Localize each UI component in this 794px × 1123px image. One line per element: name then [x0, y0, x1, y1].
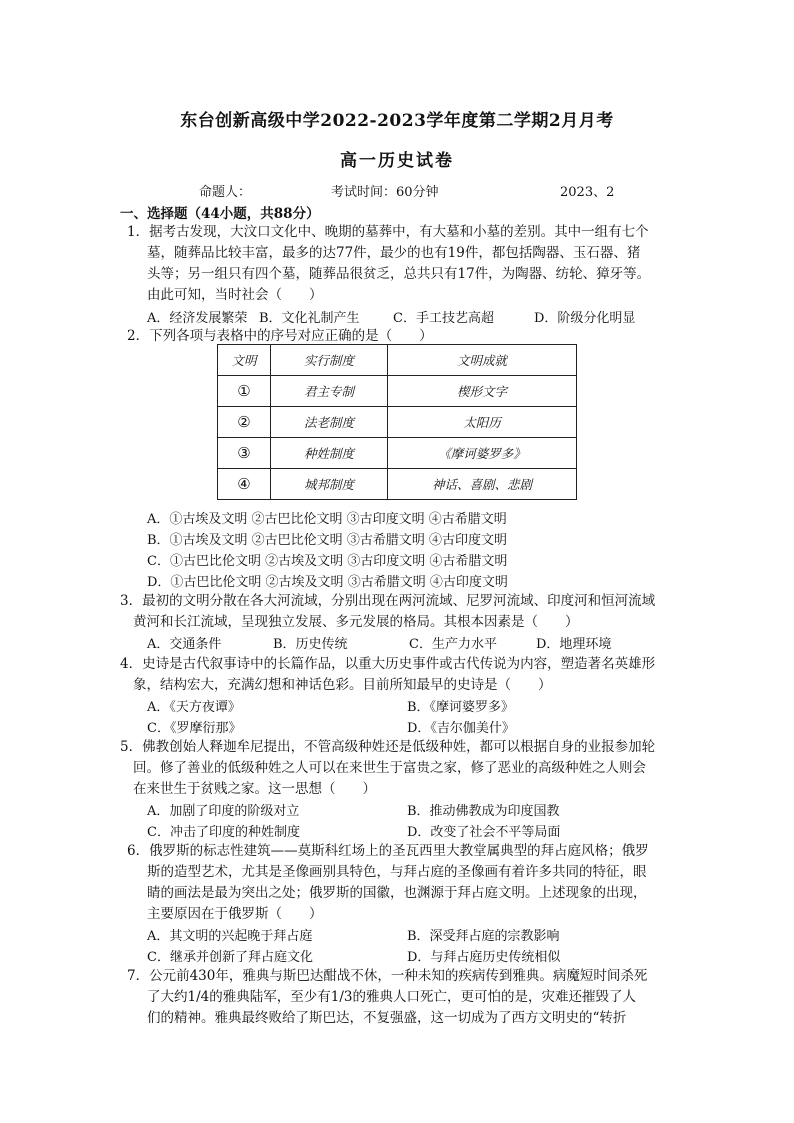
- question-5-line-3: 在来世生于贫贱之家。这一思想（ ）: [133, 781, 376, 797]
- table-cell: 《摩诃婆罗多》: [388, 438, 577, 469]
- question-2-option-a[interactable]: A．①古埃及文明 ②古巴比伦文明 ③古印度文明 ④古希腊文明: [147, 512, 507, 527]
- question-4-line-2: 象，结构宏大，充满幻想和神话色彩。目前所知最早的史诗是（ ）: [133, 677, 552, 693]
- table-cell: 神话、喜剧、悲剧: [388, 469, 577, 500]
- table-cell: 种姓制度: [271, 438, 388, 469]
- question-5-line-2: 回。修了善业的低级种姓之人可以在来世生于富贵之家，修了恶业的高级种姓之人则会: [133, 760, 646, 776]
- question-1-line-2: 墓，随葬品比较丰富，最多的达77件，最少的也有19件，都包括陶器、玉石器、猪: [147, 245, 641, 261]
- question-3-option-c[interactable]: C．生产力水平: [409, 637, 497, 652]
- question-6-line-2: 斯的造型艺术，尤其是圣像画别具特色，与拜占庭的圣像画有着许多共同的特征，眼: [147, 864, 647, 880]
- question-4-option-a[interactable]: A．《天方夜谭》: [147, 700, 241, 715]
- exam-title: 东台创新高级中学2022-2023学年度第二学期2月月考: [180, 111, 614, 131]
- question-4-option-d[interactable]: D．《吉尔伽美什》: [407, 721, 515, 736]
- author-label: 命题人：: [199, 185, 252, 200]
- question-2-option-b[interactable]: B．①古埃及文明 ②古巴比伦文明 ③古希腊文明 ④古印度文明: [147, 533, 507, 548]
- table-header-cell: 实行制度: [271, 345, 388, 376]
- question-6-line-1: 6．俄罗斯的标志性建筑——莫斯科红场上的圣瓦西里大教堂属典型的拜占庭风格；俄罗: [127, 843, 649, 859]
- question-3-line-1: 3．最初的文明分散在各大河流域，分别出现在两河流域、尼罗河流域、印度河和恒河流域: [120, 593, 656, 609]
- civilization-table: [217, 344, 577, 500]
- table-cell: ④: [218, 469, 271, 500]
- question-1-line-1: 1．据考古发现，大汶口文化中、晚期的墓葬中，有大墓和小墓的差别。其中一组有七个: [127, 224, 649, 240]
- exam-date: 2023、2: [560, 185, 615, 200]
- table-header-cell: 文明成就: [388, 345, 577, 376]
- question-7-line-1: 7．公元前430年，雅典与斯巴达酣战不休，一种未知的疾病传到雅典。病魔短时间杀死: [127, 968, 648, 984]
- table-cell: ③: [218, 438, 271, 469]
- table-row: [218, 469, 577, 500]
- question-3-line-2: 黄河和长江流域，呈现独立发展、多元发展的格局。其根本因素是（ ）: [133, 614, 579, 630]
- question-2-line-1: 2．下列各项与表格中的序号对应正确的是（ ）: [127, 328, 433, 344]
- table-header-row: [218, 345, 577, 376]
- question-3-option-b[interactable]: B．历史传统: [273, 637, 348, 652]
- question-1-line-4: 由此可知，当时社会（ ）: [147, 287, 323, 303]
- section-heading: 一、选择题（44小题，共88分）: [120, 206, 320, 222]
- question-3-option-d[interactable]: D．地理环境: [536, 637, 612, 652]
- table-cell: 城邦制度: [271, 469, 388, 500]
- exam-time: 考试时间：60分钟: [331, 185, 439, 200]
- question-3-option-a[interactable]: A．交通条件: [147, 637, 222, 652]
- question-4-line-1: 4．史诗是古代叙事诗中的长篇作品，以重大历史事件或古代传说为内容，塑造著名英雄形: [120, 656, 656, 672]
- table-cell: 君主专制: [271, 376, 388, 407]
- question-5-option-b[interactable]: B．推动佛教成为印度国教: [407, 804, 560, 819]
- question-2-option-d[interactable]: D．①古巴比伦文明 ②古埃及文明 ③古希腊文明 ④古印度文明: [147, 575, 508, 590]
- question-5-line-1: 5．佛教创始人释迦牟尼提出，不管高级种姓还是低级种姓，都可以根据自身的业报参加轮: [120, 739, 656, 755]
- question-1-option-d[interactable]: D．阶级分化明显: [534, 311, 636, 326]
- question-2-option-c[interactable]: C．①古巴比伦文明 ②古埃及文明 ③古印度文明 ④古希腊文明: [147, 554, 508, 569]
- table-header-cell: 文明: [218, 345, 271, 376]
- question-4-option-c[interactable]: C．《罗摩衍那》: [147, 721, 242, 736]
- question-5-option-c[interactable]: C．冲击了印度的种姓制度: [147, 825, 300, 840]
- question-7-line-2: 了大约1/4的雅典陆军，至少有1/3的雅典人口死亡，更可怕的是，灾难还摧毁了人: [147, 989, 636, 1005]
- question-4-option-b[interactable]: B．《摩诃婆罗多》: [407, 700, 515, 715]
- table-row: [218, 376, 577, 407]
- table-cell: 法老制度: [271, 407, 388, 438]
- question-6-line-4: 主要原因在于俄罗斯（ ）: [147, 906, 323, 922]
- table-cell: 楔形文字: [388, 376, 577, 407]
- question-6-line-3: 睛的画法是最为突出之处；俄罗斯的国徽，也渊源于拜占庭文明。上述现象的出现，: [147, 885, 647, 901]
- question-5-option-d[interactable]: D．改变了社会不平等局面: [407, 825, 561, 840]
- table-row: [218, 407, 577, 438]
- question-6-option-c[interactable]: C．继承并创新了拜占庭文化: [147, 950, 313, 965]
- question-5-option-a[interactable]: A．加剧了印度的阶级对立: [147, 804, 300, 819]
- question-6-option-a[interactable]: A．其文明的兴起晚于拜占庭: [147, 929, 313, 944]
- question-1-option-c[interactable]: C．手工技艺高超: [393, 311, 494, 326]
- question-1-option-b[interactable]: B．文化礼制产生: [259, 311, 360, 326]
- question-1-option-a[interactable]: A．经济发展繁荣: [147, 311, 248, 326]
- question-7-line-3: 们的精神。雅典最终败给了斯巴达，不复强盛，这一切成为了西方文明史的“转折: [147, 1010, 627, 1026]
- table-cell: 太阳历: [388, 407, 577, 438]
- table-row: [218, 438, 577, 469]
- table-cell: ②: [218, 407, 271, 438]
- table-cell: ①: [218, 376, 271, 407]
- question-6-option-d[interactable]: D．与拜占庭历史传统相似: [407, 950, 561, 965]
- question-1-line-3: 头等；另一组只有四个墓，随葬品很贫乏，总共只有17件，为陶器、纺轮、獐牙等。: [147, 266, 651, 282]
- question-6-option-b[interactable]: B．深受拜占庭的宗教影响: [407, 929, 560, 944]
- exam-subtitle: 高一历史试卷: [340, 151, 454, 171]
